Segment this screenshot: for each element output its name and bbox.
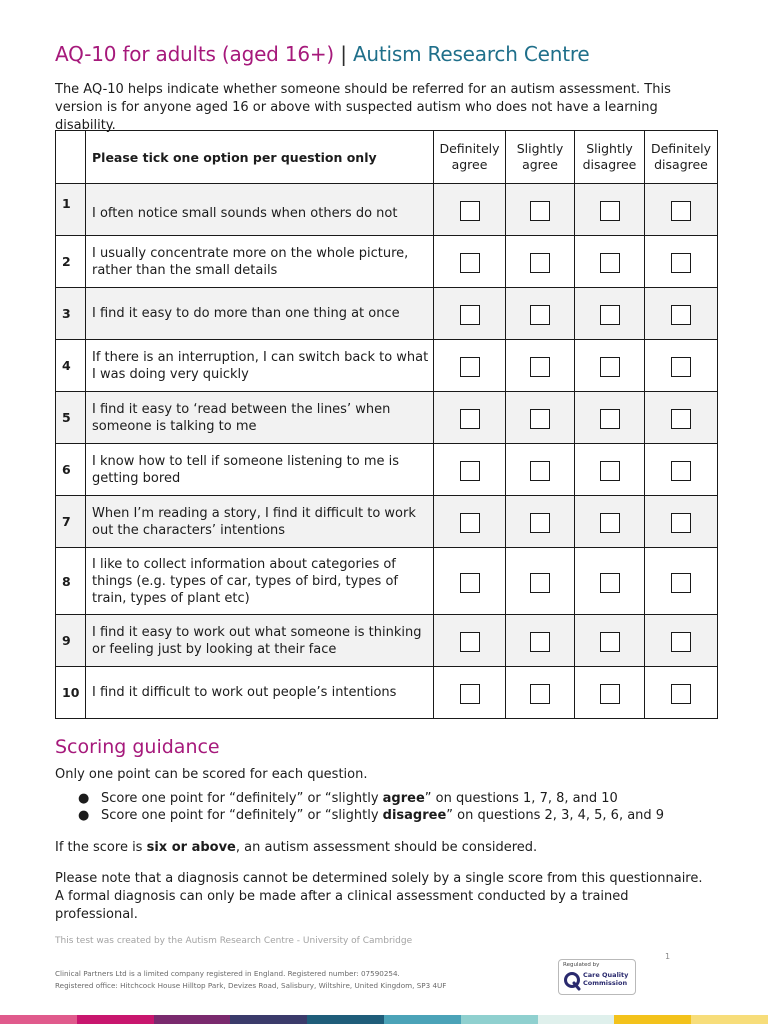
color-strip-segment bbox=[691, 1015, 768, 1024]
question-text: I find it easy to ‘read between the lines’ when someone is talking to me bbox=[86, 392, 434, 444]
footer-credit: This test was created by the Autism Research Centre - University of Cambridge bbox=[55, 936, 413, 946]
title-organization: Autism Research Centre bbox=[352, 42, 590, 66]
slightly-agree-checkbox[interactable] bbox=[530, 357, 550, 377]
table-instruction: Please tick one option per question only bbox=[86, 131, 434, 184]
slightly-disagree-checkbox[interactable] bbox=[600, 684, 620, 704]
color-strip-segment bbox=[307, 1015, 384, 1024]
question-row bbox=[56, 184, 718, 236]
slightly-agree-checkbox[interactable] bbox=[530, 513, 550, 533]
option-cell bbox=[575, 615, 645, 667]
color-strip-segment bbox=[0, 1015, 77, 1024]
question-text: I know how to tell if someone listening to me is getting bored bbox=[86, 444, 434, 496]
question-row bbox=[56, 548, 718, 615]
option-cell bbox=[506, 340, 575, 392]
bullet-text-prefix: Score one point for “definitely” or “slightly bbox=[101, 791, 383, 806]
question-number: 5 bbox=[56, 392, 86, 444]
option-cell bbox=[506, 236, 575, 288]
footer-color-strip bbox=[0, 1015, 768, 1024]
color-strip-segment bbox=[614, 1015, 691, 1024]
definitely-disagree-checkbox[interactable] bbox=[671, 461, 691, 481]
option-cell bbox=[645, 392, 718, 444]
definitely-disagree-checkbox[interactable] bbox=[671, 513, 691, 533]
scoring-bullet-disagree bbox=[55, 807, 664, 824]
question-number: 6 bbox=[56, 444, 86, 496]
option-cell bbox=[645, 340, 718, 392]
bullet-icon: ● bbox=[78, 791, 90, 806]
footer-legal bbox=[55, 968, 446, 992]
definitely-agree-checkbox[interactable] bbox=[460, 513, 480, 533]
cqc-name bbox=[583, 971, 628, 987]
option-cell bbox=[506, 615, 575, 667]
option-cell bbox=[434, 496, 506, 548]
option-cell bbox=[434, 548, 506, 615]
question-row bbox=[56, 288, 718, 340]
slightly-disagree-checkbox[interactable] bbox=[600, 513, 620, 533]
question-number: 1 bbox=[56, 184, 86, 236]
definitely-disagree-checkbox[interactable] bbox=[671, 632, 691, 652]
definitely-disagree-checkbox[interactable] bbox=[671, 201, 691, 221]
question-text: I find it difficult to work out people’s intentions bbox=[86, 667, 434, 719]
slightly-disagree-checkbox[interactable] bbox=[600, 409, 620, 429]
slightly-agree-checkbox[interactable] bbox=[530, 409, 550, 429]
color-strip-segment bbox=[384, 1015, 461, 1024]
bullet-text-bold: agree bbox=[382, 791, 425, 806]
intro-paragraph: The AQ-10 helps indicate whether someone should be referred for an autism assessment. This version is for anyone aged 16 or above with suspected autism who does not have a learning disability. bbox=[55, 82, 671, 133]
option-cell bbox=[506, 444, 575, 496]
definitely-disagree-checkbox[interactable] bbox=[671, 305, 691, 325]
definitely-agree-checkbox[interactable] bbox=[460, 253, 480, 273]
slightly-agree-checkbox[interactable] bbox=[530, 684, 550, 704]
option-cell bbox=[645, 496, 718, 548]
cqc-regulated-by: Regulated by bbox=[563, 962, 600, 968]
option-cell bbox=[645, 615, 718, 667]
definitely-agree-checkbox[interactable] bbox=[460, 357, 480, 377]
questionnaire-table bbox=[55, 130, 718, 719]
header-number-cell bbox=[56, 131, 86, 184]
table-header-row bbox=[56, 131, 718, 184]
option-cell bbox=[575, 667, 645, 719]
question-row bbox=[56, 444, 718, 496]
option-cell bbox=[506, 496, 575, 548]
option-cell bbox=[506, 392, 575, 444]
question-row bbox=[56, 236, 718, 288]
question-number: 3 bbox=[56, 288, 86, 340]
option-cell bbox=[575, 184, 645, 236]
definitely-disagree-checkbox[interactable] bbox=[671, 573, 691, 593]
question-text: If there is an interruption, I can switch back to what I was doing very quickly bbox=[86, 340, 434, 392]
color-strip-segment bbox=[154, 1015, 231, 1024]
definitely-disagree-checkbox[interactable] bbox=[671, 409, 691, 429]
question-text: I often notice small sounds when others do not bbox=[86, 184, 434, 236]
question-text: I usually concentrate more on the whole picture, rather than the small details bbox=[86, 236, 434, 288]
definitely-agree-checkbox[interactable] bbox=[460, 461, 480, 481]
option-cell bbox=[434, 667, 506, 719]
option-cell bbox=[506, 667, 575, 719]
scoring-bullet-agree bbox=[55, 790, 664, 807]
option-cell bbox=[575, 288, 645, 340]
slightly-agree-checkbox[interactable] bbox=[530, 201, 550, 221]
definitely-agree-checkbox[interactable] bbox=[460, 409, 480, 429]
definitely-disagree-checkbox[interactable] bbox=[671, 253, 691, 273]
slightly-agree-checkbox[interactable] bbox=[530, 632, 550, 652]
option-cell bbox=[575, 236, 645, 288]
question-text: I find it easy to do more than one thing at once bbox=[86, 288, 434, 340]
bullet-text-bold: disagree bbox=[382, 808, 447, 823]
scoring-guidance-heading: Scoring guidance bbox=[55, 736, 220, 758]
option-cell bbox=[575, 548, 645, 615]
option-cell bbox=[575, 444, 645, 496]
threshold-prefix: If the score is bbox=[55, 840, 147, 855]
definitely-disagree-checkbox[interactable] bbox=[671, 684, 691, 704]
option-header-slightly-agree: Slightly agree bbox=[506, 131, 575, 184]
page-title bbox=[55, 38, 590, 70]
option-cell bbox=[434, 340, 506, 392]
question-text: When I’m reading a story, I find it difficult to work out the characters’ intentions bbox=[86, 496, 434, 548]
definitely-agree-checkbox[interactable] bbox=[460, 305, 480, 325]
cqc-name-line2: Commission bbox=[583, 979, 628, 987]
page-number: 1 bbox=[665, 952, 671, 961]
option-cell bbox=[575, 496, 645, 548]
question-number: 10 bbox=[56, 667, 86, 719]
question-row bbox=[56, 496, 718, 548]
question-row bbox=[56, 667, 718, 719]
color-strip-segment bbox=[538, 1015, 615, 1024]
option-cell bbox=[434, 615, 506, 667]
score-threshold bbox=[55, 839, 537, 857]
option-cell bbox=[645, 288, 718, 340]
option-cell bbox=[575, 340, 645, 392]
question-number: 8 bbox=[56, 548, 86, 615]
option-cell bbox=[434, 236, 506, 288]
bullet-icon: ● bbox=[78, 808, 90, 823]
option-header-definitely-agree: Definitely agree bbox=[434, 131, 506, 184]
option-cell bbox=[645, 184, 718, 236]
legal-line-registration: Clinical Partners Ltd is a limited company registered in England. Registered number: 07590254. bbox=[55, 969, 400, 978]
legal-line-office: Registered office: Hitchcock House Hilltop Park, Devizes Road, Salisbury, Wiltshire, United Kingdom, SP3 4UF bbox=[55, 981, 447, 990]
cqc-name-line1: Care Quality bbox=[583, 971, 629, 979]
option-cell bbox=[506, 184, 575, 236]
option-header-definitely-disagree: Definitely disagree bbox=[645, 131, 718, 184]
option-cell bbox=[434, 444, 506, 496]
question-number: 9 bbox=[56, 615, 86, 667]
threshold-suffix: , an autism assessment should be considered. bbox=[235, 840, 538, 855]
slightly-agree-checkbox[interactable] bbox=[530, 253, 550, 273]
diagnosis-note: Please note that a diagnosis cannot be determined solely by a single score from this questionnaire. A formal diagnosis can only be made after a clinical assessment conducted by a trained professional. bbox=[55, 871, 703, 922]
color-strip-segment bbox=[461, 1015, 538, 1024]
question-number: 4 bbox=[56, 340, 86, 392]
question-text: I like to collect information about categories of things (e.g. types of car, types of bird, types of train, types of plant etc) bbox=[86, 548, 434, 615]
question-row bbox=[56, 392, 718, 444]
threshold-bold: six or above bbox=[146, 840, 236, 855]
slightly-disagree-checkbox[interactable] bbox=[600, 253, 620, 273]
slightly-agree-checkbox[interactable] bbox=[530, 461, 550, 481]
slightly-disagree-checkbox[interactable] bbox=[600, 573, 620, 593]
option-cell bbox=[434, 288, 506, 340]
title-separator: | bbox=[340, 42, 347, 66]
cqc-logo bbox=[558, 959, 636, 995]
definitely-agree-checkbox[interactable] bbox=[460, 201, 480, 221]
question-number: 7 bbox=[56, 496, 86, 548]
color-strip-segment bbox=[230, 1015, 307, 1024]
slightly-disagree-checkbox[interactable] bbox=[600, 305, 620, 325]
option-cell bbox=[434, 392, 506, 444]
question-number: 2 bbox=[56, 236, 86, 288]
bullet-text-suffix: ” on questions 2, 3, 4, 5, 6, and 9 bbox=[446, 808, 665, 823]
option-cell bbox=[434, 184, 506, 236]
option-cell bbox=[645, 667, 718, 719]
slightly-disagree-checkbox[interactable] bbox=[600, 201, 620, 221]
slightly-agree-checkbox[interactable] bbox=[530, 305, 550, 325]
option-cell bbox=[645, 444, 718, 496]
slightly-disagree-checkbox[interactable] bbox=[600, 357, 620, 377]
question-text: I find it easy to work out what someone is thinking or feeling just by looking at their face bbox=[86, 615, 434, 667]
scoring-bullet-list bbox=[55, 790, 664, 824]
option-cell bbox=[575, 392, 645, 444]
definitely-agree-checkbox[interactable] bbox=[460, 684, 480, 704]
color-strip-segment bbox=[77, 1015, 154, 1024]
slightly-disagree-checkbox[interactable] bbox=[600, 632, 620, 652]
bullet-text-prefix: Score one point for “definitely” or “slightly bbox=[101, 808, 383, 823]
definitely-disagree-checkbox[interactable] bbox=[671, 357, 691, 377]
cqc-q-icon bbox=[563, 971, 581, 991]
question-row bbox=[56, 340, 718, 392]
bullet-text-suffix: ” on questions 1, 7, 8, and 10 bbox=[424, 791, 618, 806]
slightly-agree-checkbox[interactable] bbox=[530, 573, 550, 593]
option-header-slightly-disagree: Slightly disagree bbox=[575, 131, 645, 184]
option-cell bbox=[645, 236, 718, 288]
option-cell bbox=[645, 548, 718, 615]
definitely-agree-checkbox[interactable] bbox=[460, 573, 480, 593]
title-main: AQ-10 for adults (aged 16+) bbox=[55, 42, 335, 66]
definitely-agree-checkbox[interactable] bbox=[460, 632, 480, 652]
slightly-disagree-checkbox[interactable] bbox=[600, 461, 620, 481]
scoring-intro: Only one point can be scored for each question. bbox=[55, 767, 368, 782]
option-cell bbox=[506, 288, 575, 340]
question-row bbox=[56, 615, 718, 667]
option-cell bbox=[506, 548, 575, 615]
